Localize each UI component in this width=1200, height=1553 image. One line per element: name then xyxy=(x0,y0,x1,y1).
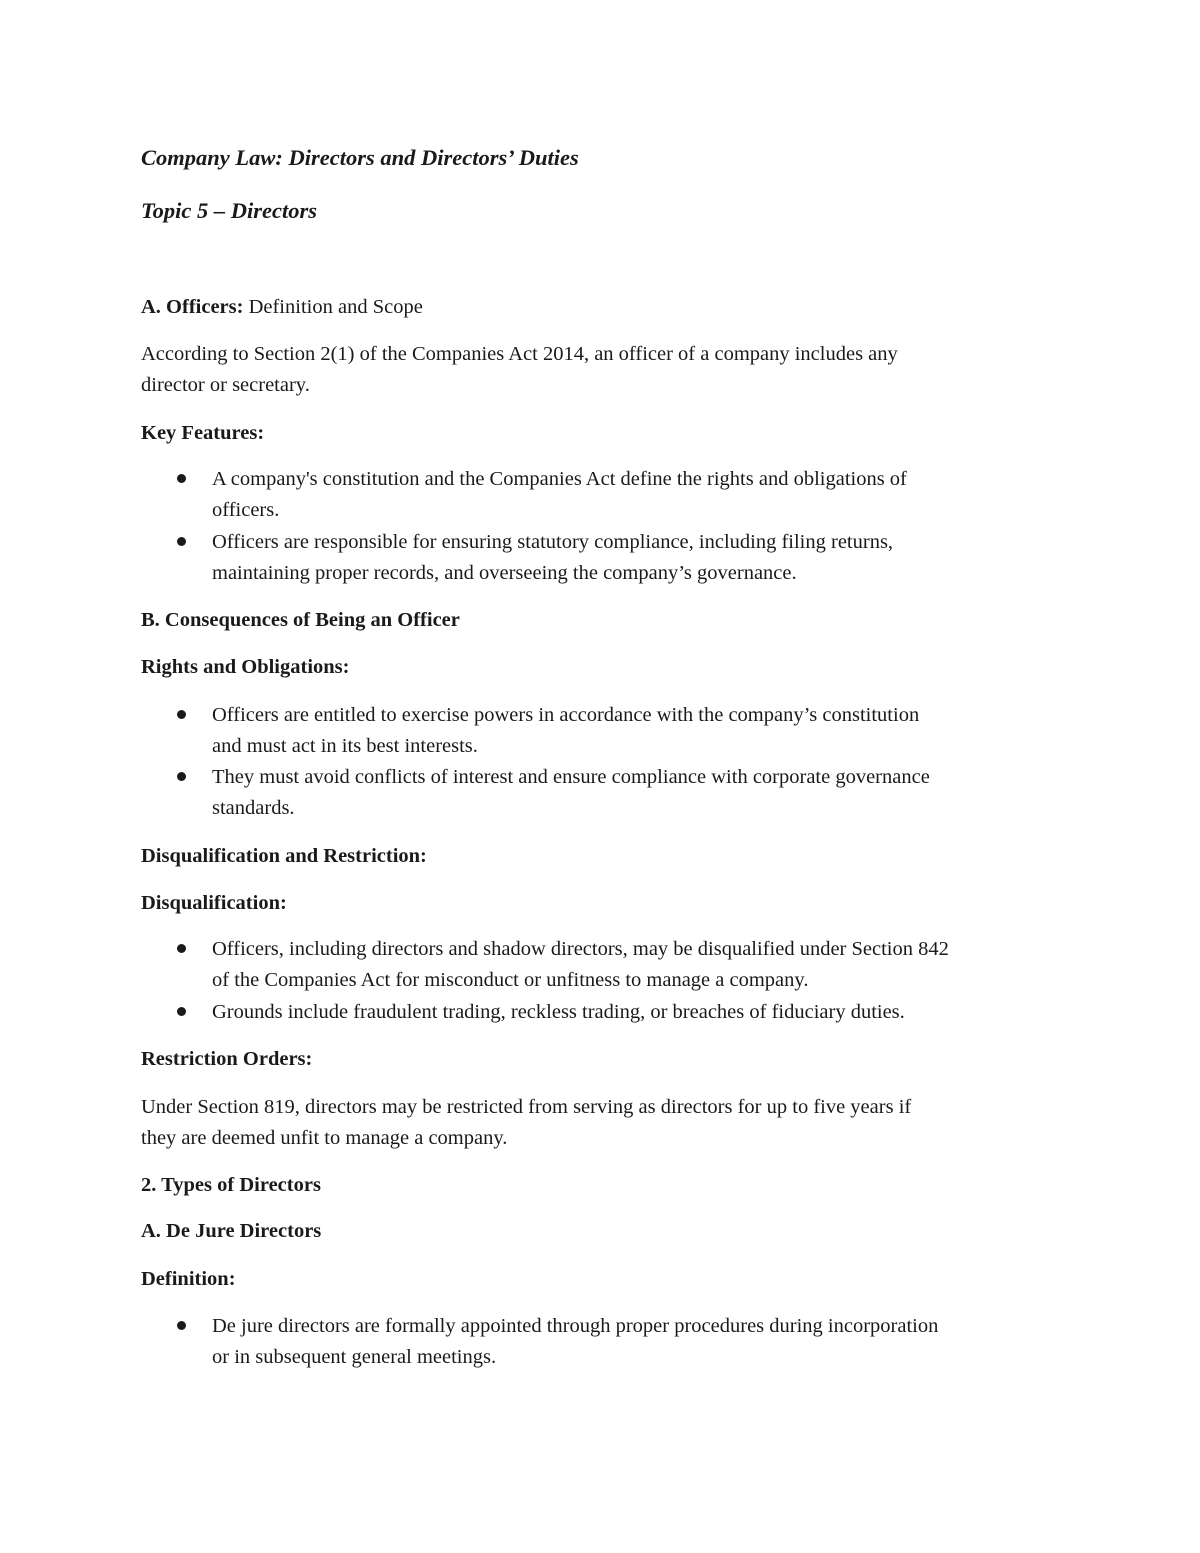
rights-heading: Rights and Obligations: xyxy=(141,656,350,678)
intro-paragraph xyxy=(141,339,898,401)
document-title: Company Law: Directors and Directors’ Duties xyxy=(141,145,579,170)
section-a-heading xyxy=(141,292,423,323)
restriction-paragraph xyxy=(141,1092,911,1154)
disq-restr-heading: Disqualification and Restriction: xyxy=(141,845,427,867)
list-item-text xyxy=(212,762,930,824)
restriction-line-2: they are deemed unfit to manage a company. xyxy=(141,1127,508,1149)
list-item-line: officers. xyxy=(212,499,280,521)
bullet-icon xyxy=(177,1321,186,1330)
list-item-line: Officers are entitled to exercise powers in accordance with the company’s constitution xyxy=(212,704,920,726)
bullet-icon xyxy=(177,537,186,546)
document-subtitle: Topic 5 – Directors xyxy=(141,198,318,223)
list-item-line: and must act in its best interests. xyxy=(212,735,478,757)
list-item-text xyxy=(212,997,905,1028)
intro-line-1: According to Section 2(1) of the Companies Act 2014, an officer of a company includes any xyxy=(141,343,898,365)
bullet-icon xyxy=(177,944,186,953)
list-item-line: or in subsequent general meetings. xyxy=(212,1346,497,1368)
list-item-line: standards. xyxy=(212,797,295,819)
list-item-text xyxy=(212,527,893,589)
bullet-icon xyxy=(177,772,186,781)
list-item-line: Officers, including directors and shadow directors, may be disqualified under Section 842 xyxy=(212,938,949,960)
definition-heading: Definition: xyxy=(141,1268,236,1290)
section-a-label: A. Officers: xyxy=(141,296,244,318)
list-item-line: maintaining proper records, and overseeing the company’s governance. xyxy=(212,562,797,584)
disqualification-heading: Disqualification: xyxy=(141,892,287,914)
list-item-line: They must avoid conflicts of interest and ensure compliance with corporate governance xyxy=(212,766,930,788)
list-item-line: A company's constitution and the Companies Act define the rights and obligations of xyxy=(212,468,907,490)
bullet-icon xyxy=(177,474,186,483)
bullet-icon xyxy=(177,710,186,719)
restriction-heading: Restriction Orders: xyxy=(141,1048,313,1070)
section-b-heading: B. Consequences of Being an Officer xyxy=(141,609,460,631)
list-item-text xyxy=(212,1311,938,1373)
de-jure-heading: A. De Jure Directors xyxy=(141,1220,322,1242)
key-features-heading: Key Features: xyxy=(141,422,265,444)
list-item-line: De jure directors are formally appointed through proper procedures during incorporation xyxy=(212,1315,939,1337)
document-page xyxy=(141,0,1071,1553)
section-a-rest: Definition and Scope xyxy=(243,296,423,318)
list-item-line: Grounds include fraudulent trading, reckless trading, or breaches of fiduciary duties. xyxy=(212,1001,905,1023)
list-item-text xyxy=(212,700,919,762)
list-item-text xyxy=(212,934,949,996)
restriction-line-1: Under Section 819, directors may be restricted from serving as directors for up to five years if xyxy=(141,1096,912,1118)
bullet-icon xyxy=(177,1007,186,1016)
list-item-line: Officers are responsible for ensuring statutory compliance, including filing returns, xyxy=(212,531,894,553)
list-item-line: of the Companies Act for misconduct or unfitness to manage a company. xyxy=(212,969,809,991)
types-heading: 2. Types of Directors xyxy=(141,1174,321,1196)
list-item-text xyxy=(212,464,907,526)
intro-line-2: director or secretary. xyxy=(141,374,310,396)
